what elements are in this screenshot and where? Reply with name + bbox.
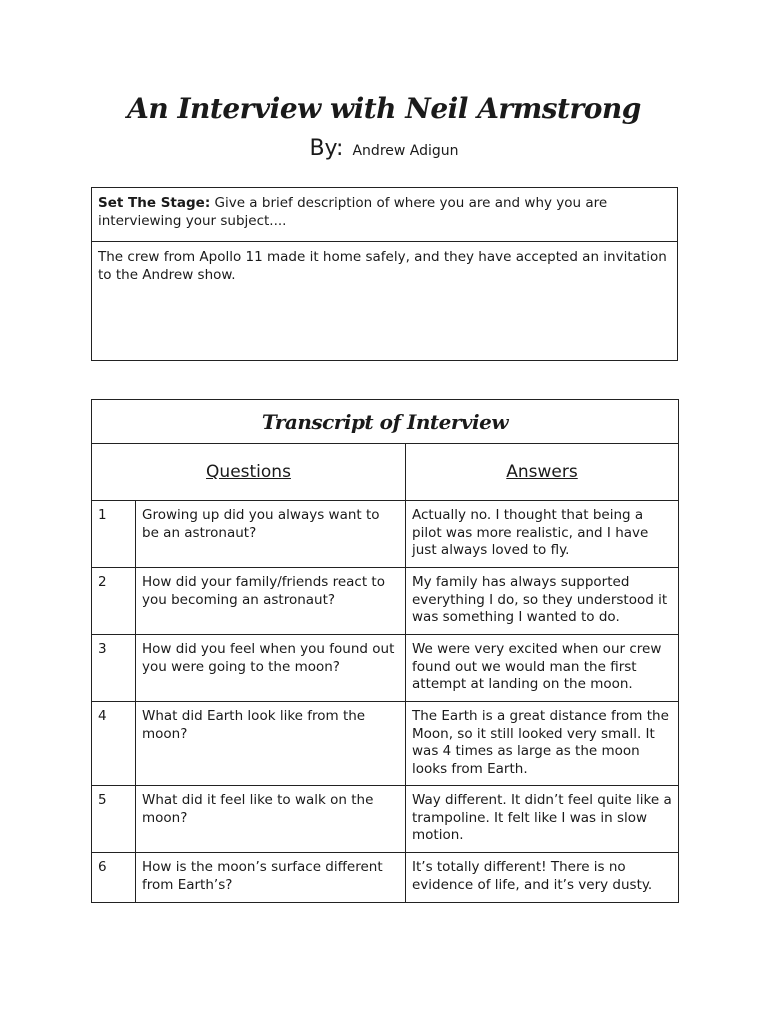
answer-text: The Earth is a great distance from the Moon, so it still looked very small. It was 4 times as large as the moon looks from Earth.: [406, 702, 679, 786]
table-row: [92, 501, 679, 568]
answer-text: Actually no. I thought that being a pilot was more realistic, and I have just always loved to fly.: [406, 501, 679, 568]
table-row: [92, 786, 679, 853]
table-row: [92, 635, 679, 702]
set-the-stage-table: [91, 187, 678, 361]
table-row: [92, 568, 679, 635]
stage-prompt-text: Give a brief description of where you are and why you are interviewing your subject....: [98, 195, 608, 229]
stage-response: The crew from Apollo 11 made it home safely, and they have accepted an invitation to the Andrew show.: [92, 242, 678, 361]
questions-header: [92, 444, 406, 501]
question-number: 2: [92, 568, 136, 635]
answer-text: Way different. It didn’t feel quite like a trampoline. It felt like I was in slow motion.: [406, 786, 679, 853]
question-text: What did it feel like to walk on the moon?: [136, 786, 406, 853]
answers-header-label: Answers: [506, 462, 578, 482]
stage-label: Set The Stage:: [98, 195, 211, 211]
author-name: Andrew Adigun: [352, 143, 459, 159]
question-text: How did your family/friends react to you becoming an astronaut?: [136, 568, 406, 635]
questions-header-label: Questions: [206, 462, 291, 482]
answer-text: It’s totally different! There is no evidence of life, and it’s very dusty.: [406, 853, 679, 903]
stage-prompt-cell: [92, 188, 678, 242]
question-text: Growing up did you always want to be an astronaut?: [136, 501, 406, 568]
question-text: What did Earth look like from the moon?: [136, 702, 406, 786]
answers-header: [406, 444, 679, 501]
question-text: How did you feel when you found out you were going to the moon?: [136, 635, 406, 702]
question-text: How is the moon’s surface different from Earth’s?: [136, 853, 406, 903]
answer-text: We were very excited when our crew found out we would man the first attempt at landing on the moon.: [406, 635, 679, 702]
by-label: By:: [309, 136, 344, 161]
transcript-table: [91, 399, 679, 903]
table-row: [92, 853, 679, 903]
question-number: 1: [92, 501, 136, 568]
transcript-title: Transcript of Interview: [92, 400, 679, 444]
question-number: 6: [92, 853, 136, 903]
question-number: 3: [92, 635, 136, 702]
question-number: 5: [92, 786, 136, 853]
byline: [0, 136, 768, 161]
answer-text: My family has always supported everything I do, so they understood it was something I wanted to do.: [406, 568, 679, 635]
question-number: 4: [92, 702, 136, 786]
table-row: [92, 702, 679, 786]
document-title: An Interview with Neil Armstrong: [127, 92, 641, 125]
